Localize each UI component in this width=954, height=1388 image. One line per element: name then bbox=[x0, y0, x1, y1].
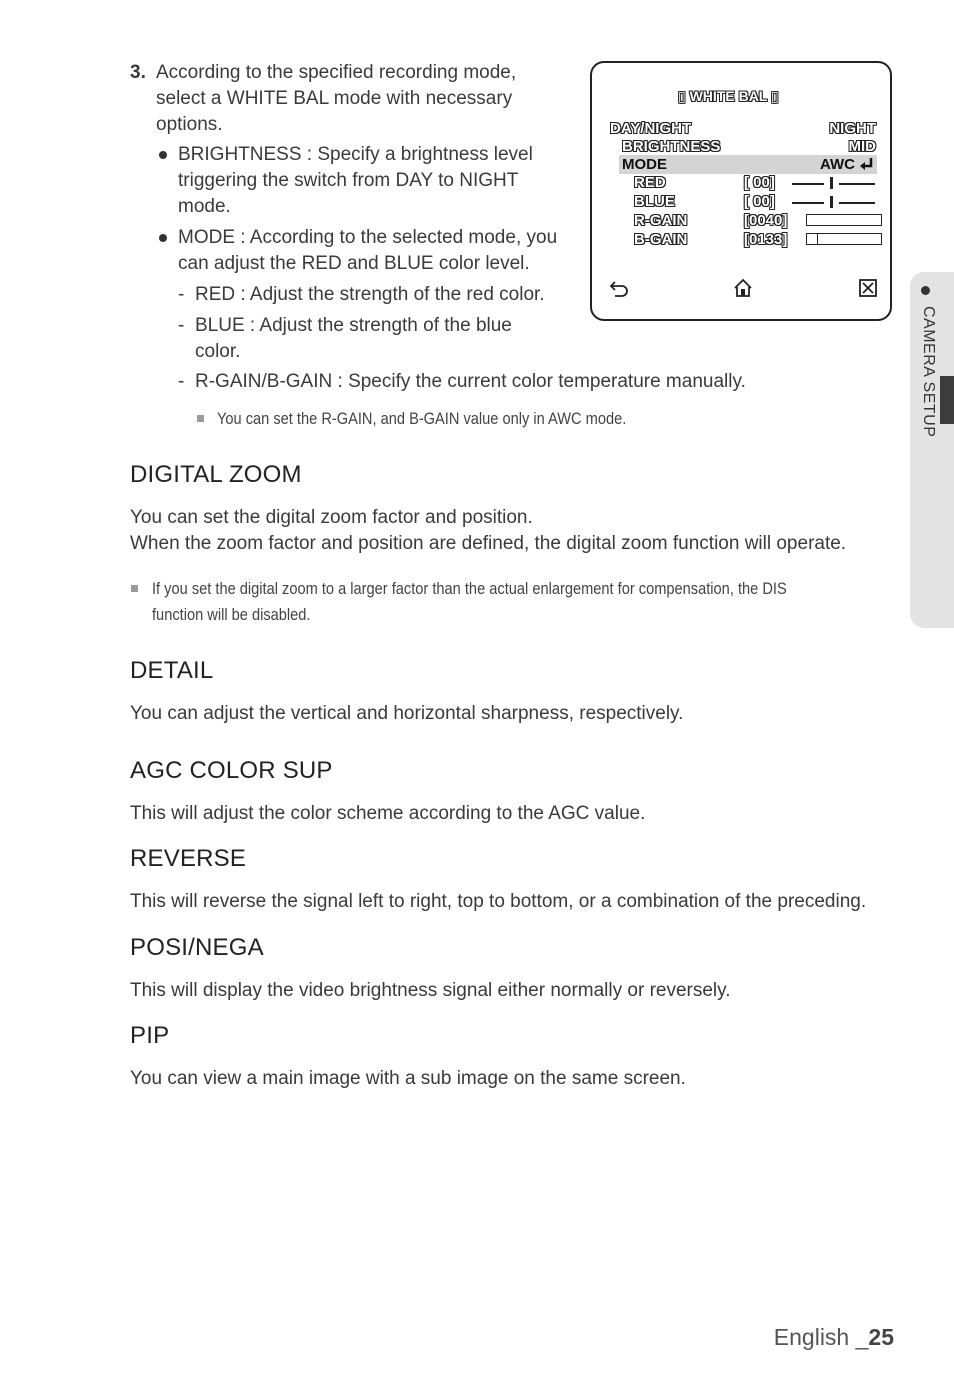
osd-mode-value: AWC bbox=[820, 156, 855, 173]
bullet-line: mode. bbox=[178, 196, 231, 217]
osd-red-scale-left bbox=[792, 183, 824, 185]
osd-brightness-label: BRIGHTNESS bbox=[622, 138, 721, 155]
osd-blue-label: BLUE bbox=[634, 193, 675, 210]
section-title-detail: DETAIL bbox=[130, 657, 214, 684]
subitem-line: color. bbox=[195, 341, 241, 362]
digital-zoom-note-1: If you set the digital zoom to a larger factor than the actual enlargement for compensation, the DIS bbox=[152, 579, 787, 598]
bullet-brightness bbox=[178, 142, 588, 220]
osd-rgain-bar bbox=[806, 214, 882, 226]
osd-blue-scale-left bbox=[792, 202, 824, 204]
osd-bgain-fill bbox=[807, 234, 818, 244]
osd-red-marker bbox=[830, 177, 833, 189]
osd-brightness-value: MID bbox=[848, 138, 876, 155]
enter-icon bbox=[859, 156, 875, 172]
white-bal-osd-menu bbox=[590, 61, 892, 321]
section-title-agc: AGC COLOR SUP bbox=[130, 757, 333, 784]
bullet-icon bbox=[159, 151, 167, 159]
step-line: options. bbox=[156, 114, 223, 135]
reverse-text: This will reverse the signal left to right, top to bottom, or a combination of the preceding. bbox=[130, 891, 867, 912]
bullet-line: triggering the switch from DAY to NIGHT bbox=[178, 170, 519, 191]
note-awc: You can set the R-GAIN, and B-GAIN value only in AWC mode. bbox=[217, 409, 627, 428]
osd-rgain-label: R-GAIN bbox=[634, 212, 688, 229]
section-title-posi-nega: POSI/NEGA bbox=[130, 934, 264, 961]
osd-red-scale-right bbox=[839, 183, 875, 185]
subitem-blue bbox=[195, 313, 595, 365]
section-title-digital-zoom: DIGITAL ZOOM bbox=[130, 461, 302, 488]
osd-mode-label: MODE bbox=[622, 156, 667, 173]
subitem-gain bbox=[195, 369, 835, 395]
side-tab-label: CAMERA SETUP bbox=[920, 306, 937, 438]
osd-red-value: [ 00] bbox=[744, 174, 775, 191]
pip-text: You can view a main image with a sub image on the same screen. bbox=[130, 1068, 686, 1089]
bullet-line: MODE : According to the selected mode, you bbox=[178, 227, 558, 248]
detail-text: You can adjust the vertical and horizontal sharpness, respectively. bbox=[130, 703, 684, 724]
step-line: According to the specified recording mode, bbox=[156, 62, 517, 83]
footer-language: English _ bbox=[773, 1324, 869, 1350]
dash-marker: - bbox=[178, 371, 185, 392]
dash-marker: - bbox=[178, 284, 185, 305]
step-number: 3. bbox=[130, 62, 146, 83]
osd-rgain-value: [0040] bbox=[744, 212, 788, 229]
note-icon bbox=[197, 415, 204, 422]
bullet-icon bbox=[159, 234, 167, 242]
close-icon[interactable] bbox=[858, 278, 878, 298]
posi-nega-text: This will display the video brightness signal either normally or reversely. bbox=[130, 980, 731, 1001]
osd-bgain-bar bbox=[806, 233, 882, 245]
side-tab-bullet-icon bbox=[921, 286, 930, 295]
osd-blue-marker bbox=[830, 196, 833, 208]
section-title-reverse: REVERSE bbox=[130, 845, 247, 872]
osd-title: ▯ WHITE BAL ▯ bbox=[678, 88, 779, 104]
bullet-mode bbox=[178, 225, 588, 277]
subitem-line: RED : Adjust the strength of the red color. bbox=[195, 284, 545, 305]
agc-text: This will adjust the color scheme according to the AGC value. bbox=[130, 803, 646, 824]
subitem-line: R-GAIN/B-GAIN : Specify the current color temperature manually. bbox=[195, 371, 746, 392]
osd-day-night-value: NIGHT bbox=[829, 120, 876, 137]
osd-day-night-label: DAY/NIGHT bbox=[610, 120, 692, 137]
digital-zoom-text-1: You can set the digital zoom factor and position. bbox=[130, 507, 533, 528]
page-footer bbox=[774, 1324, 894, 1351]
bullet-line: BRIGHTNESS : Specify a brightness level bbox=[178, 144, 533, 165]
osd-bgain-value: [0133] bbox=[744, 231, 788, 248]
osd-blue-scale-right bbox=[839, 202, 875, 204]
osd-blue-value: [ 00] bbox=[744, 193, 775, 210]
note-icon bbox=[131, 585, 138, 592]
osd-red-label: RED bbox=[634, 174, 666, 191]
step-line: select a WHITE BAL mode with necessary bbox=[156, 88, 513, 109]
section-title-pip: PIP bbox=[130, 1022, 170, 1049]
subitem-red bbox=[195, 282, 595, 308]
digital-zoom-note-2: function will be disabled. bbox=[152, 605, 311, 624]
back-icon[interactable] bbox=[609, 278, 629, 298]
chapter-side-marker bbox=[940, 376, 954, 424]
bullet-line: can adjust the RED and BLUE color level. bbox=[178, 253, 530, 274]
subitem-line: BLUE : Adjust the strength of the blue bbox=[195, 315, 512, 336]
home-icon[interactable] bbox=[733, 278, 753, 298]
page-number: 25 bbox=[868, 1324, 894, 1350]
osd-bgain-label: B-GAIN bbox=[634, 231, 688, 248]
digital-zoom-text-2: When the zoom factor and position are defined, the digital zoom function will operate. bbox=[130, 533, 847, 554]
dash-marker: - bbox=[178, 315, 185, 336]
step-text bbox=[156, 60, 576, 138]
